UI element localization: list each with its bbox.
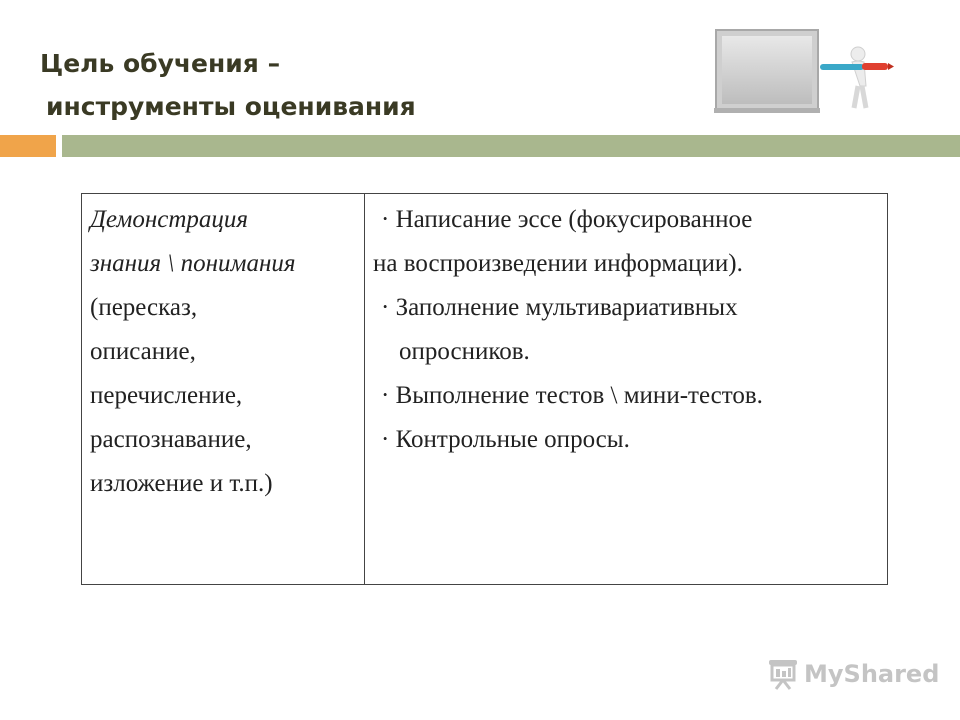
left-line: распознавание, bbox=[90, 426, 252, 453]
whiteboard-figure-icon bbox=[712, 24, 902, 124]
left-line: (пересказ, bbox=[90, 294, 198, 321]
accent-bar-orange bbox=[0, 135, 56, 157]
watermark-text: MyShared bbox=[804, 660, 940, 688]
right-line: · Заполнение мультивариативных bbox=[381, 294, 738, 321]
right-cell bbox=[365, 194, 888, 585]
right-line: · Выполнение тестов \ мини-тестов. bbox=[381, 382, 763, 409]
left-line: описание, bbox=[90, 338, 196, 365]
title-line-2: инструменты оценивания bbox=[46, 92, 416, 121]
left-italic-line: знания \ понимания bbox=[90, 250, 296, 277]
watermark bbox=[766, 656, 939, 692]
left-italic-line: Демонстрация bbox=[90, 206, 249, 233]
right-line: на воспроизведении информации). bbox=[373, 250, 743, 277]
slide-title bbox=[40, 42, 416, 128]
right-line: · Контрольные опросы. bbox=[381, 426, 630, 453]
right-line: · Написание эссе (фокусированное bbox=[381, 206, 753, 233]
table-row bbox=[82, 194, 888, 585]
left-line: перечисление, bbox=[90, 382, 243, 409]
accent-bar-green bbox=[62, 135, 960, 157]
title-line-1: Цель обучения – bbox=[40, 49, 281, 78]
left-cell bbox=[82, 194, 365, 585]
left-line: изложение и т.п.) bbox=[90, 470, 273, 497]
assessment-table bbox=[81, 193, 888, 585]
right-line: опросников. bbox=[399, 338, 530, 365]
projector-screen-icon bbox=[766, 657, 800, 691]
